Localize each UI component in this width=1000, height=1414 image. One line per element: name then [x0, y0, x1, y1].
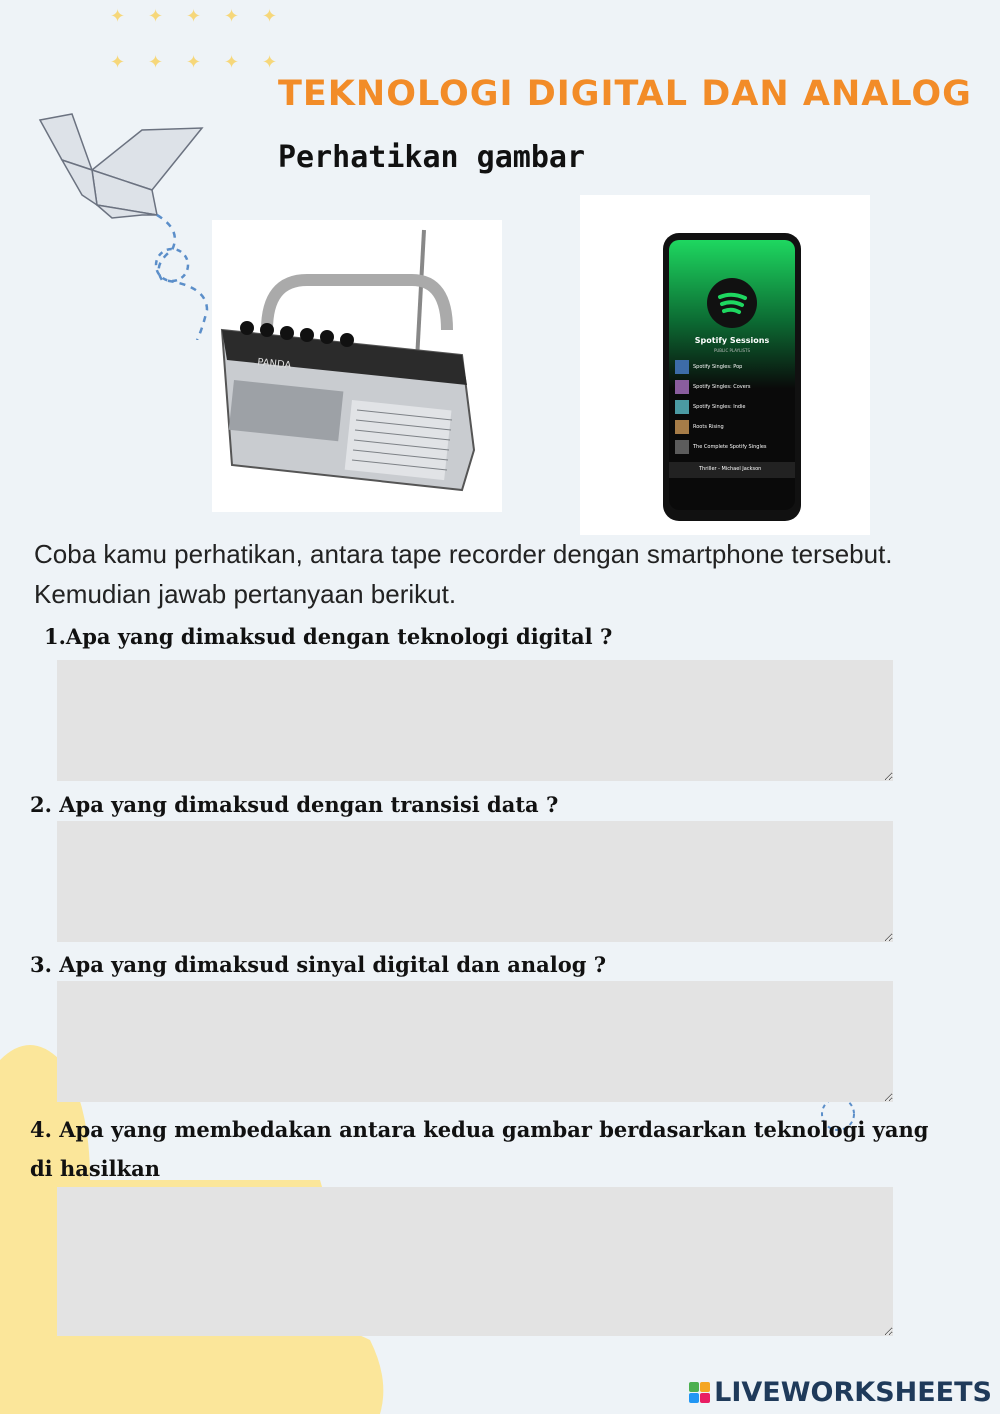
answer-2-input[interactable]: [57, 821, 893, 942]
playlist-item-label: Spotify Singles: Indie: [693, 404, 746, 410]
phone-app-title: Spotify Sessions: [694, 336, 770, 345]
tape-recorder-brand: PANDA: [256, 357, 292, 372]
playlist-item-label: Spotify Singles: Covers: [693, 384, 751, 390]
playlist-item: [675, 380, 750, 394]
phone-screen: [669, 240, 795, 510]
playlist-item-label: The Complete Spotify Singles: [693, 444, 767, 450]
brand-label: LIVEWORKSHEETS: [714, 1377, 992, 1408]
question-2: 2. Apa yang dimaksud dengan transisi data ?: [30, 792, 559, 817]
intro-text: Coba kamu perhatikan, antara tape recorder dengan smartphone tersebut. Kemudian jawab pertanyaan berikut.: [34, 539, 893, 609]
answer-4-input[interactable]: [57, 1187, 893, 1336]
spotify-logo-icon: [707, 278, 757, 328]
page-title: TEKNOLOGI DIGITAL DAN ANALOG: [278, 74, 972, 114]
playlist-item-label: Roots Rising: [693, 424, 724, 430]
answer-1-input[interactable]: [57, 660, 893, 781]
sparkles-decoration: ✦ ✦ ✦ ✦ ✦ ✦ ✦ ✦ ✦ ✦: [110, 6, 278, 73]
playlist-item: [675, 420, 724, 434]
page-subtitle: Perhatikan gambar: [278, 140, 586, 175]
tape-recorder-image: [212, 220, 502, 512]
smartphone-image: [580, 195, 870, 535]
playlist-item-label: Spotify Singles: Pop: [693, 364, 743, 370]
now-playing-bar: [669, 462, 795, 478]
playlist-item: [675, 440, 767, 454]
question-1: 1.Apa yang dimaksud dengan teknologi digital ?: [44, 624, 613, 649]
phone-app-subtitle: PUBLIC PLAYLISTS: [713, 348, 751, 353]
answer-3-input[interactable]: [57, 981, 893, 1102]
now-playing-label: Thriller - Michael Jackson: [699, 466, 762, 472]
playlist-item: [675, 400, 746, 414]
question-4: 4. Apa yang membedakan antara kedua gambar berdasarkan teknologi yang di hasilkan: [30, 1117, 929, 1181]
question-3: 3. Apa yang dimaksud sinyal digital dan analog ?: [30, 952, 607, 977]
playlist-item: [675, 360, 742, 374]
liveworksheets-brand[interactable]: [689, 1377, 992, 1408]
origami-bird-icon: [32, 100, 222, 340]
liveworksheets-logo-icon: [689, 1382, 710, 1403]
